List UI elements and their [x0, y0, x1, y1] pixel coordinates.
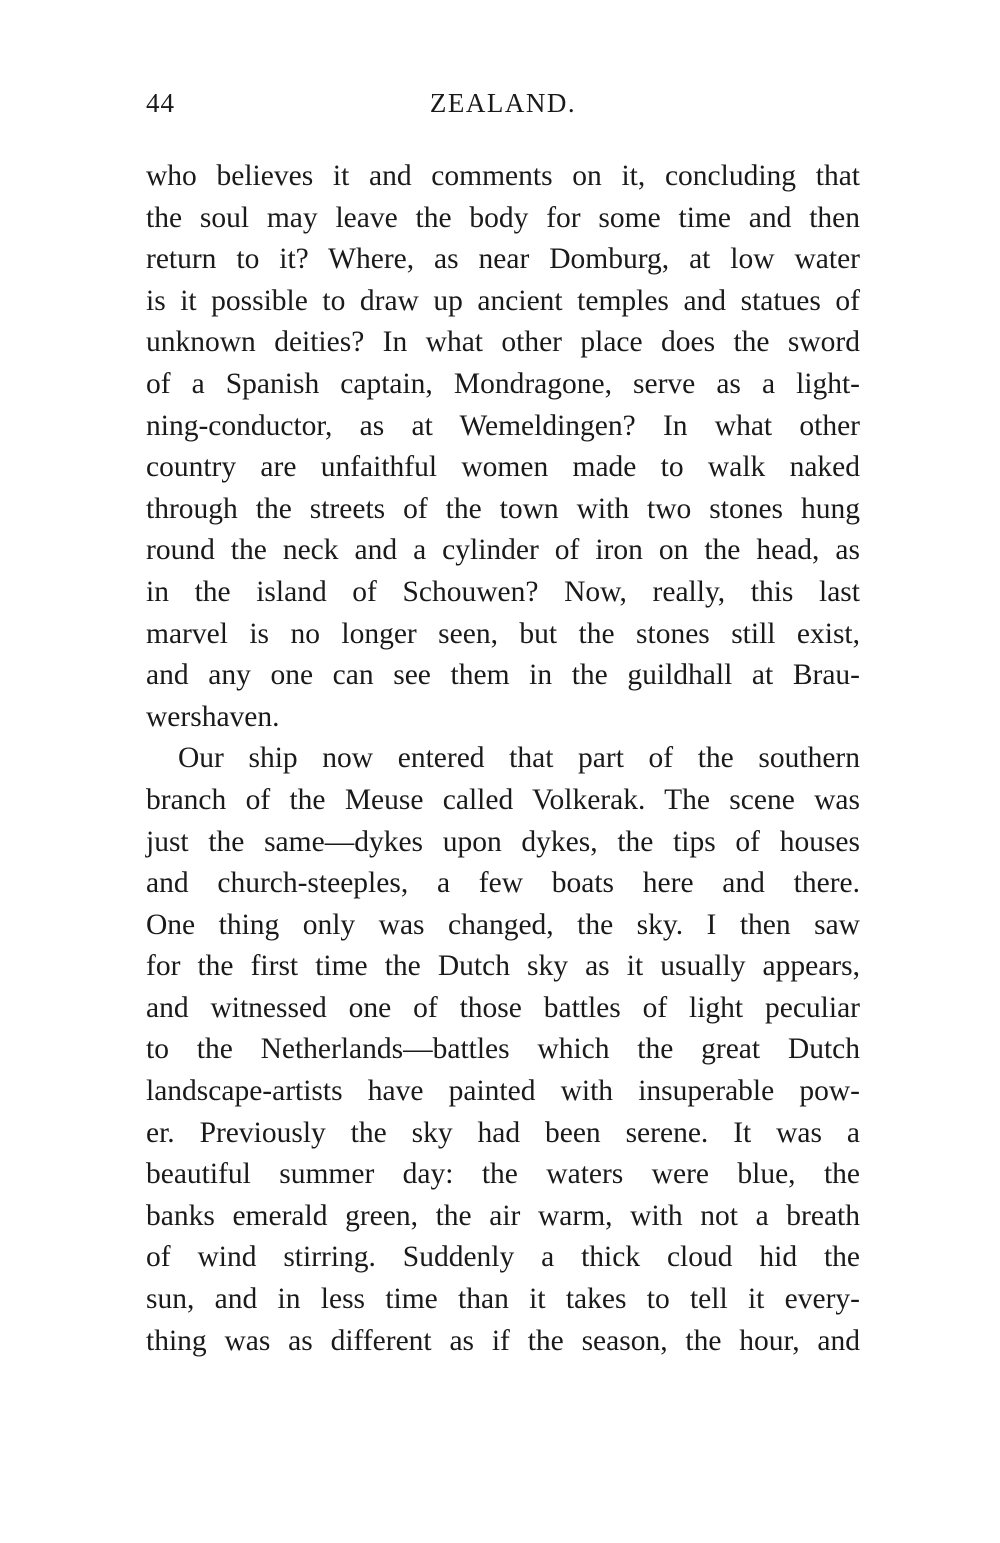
text-line: landscape-artists have painted with insuperable pow- — [146, 1075, 860, 1108]
running-head — [146, 88, 860, 128]
text-line: er. Previously the sky had been serene. It was a — [146, 1116, 860, 1149]
text-line: of a Spanish captain, Mondragone, serve as a light- — [146, 367, 860, 400]
text-line: One thing only was changed, the sky. I then saw — [146, 908, 860, 941]
text-line: country are unfaithful women made to walk naked — [146, 451, 860, 484]
paragraph-1 — [146, 156, 860, 738]
text-line: and church-steeples, a few boats here and there. — [146, 867, 860, 900]
text-line: for the first time the Dutch sky as it usually appears, — [146, 950, 860, 983]
text-line: unknown deities? In what other place does the sword — [146, 326, 860, 359]
body-text — [146, 156, 860, 1362]
text-line: return to it? Where, as near Domburg, at low water — [146, 243, 860, 276]
page-number: 44 — [146, 88, 175, 118]
text-line: sun, and in less time than it takes to tell it every- — [146, 1283, 860, 1316]
paragraph-2 — [146, 738, 860, 1362]
text-line: and witnessed one of those battles of light peculiar — [146, 991, 860, 1024]
text-line: Our ship now entered that part of the southern — [178, 742, 860, 775]
text-line: who believes it and comments on it, concluding that — [146, 160, 860, 192]
text-line: round the neck and a cylinder of iron on the head, as — [146, 534, 860, 567]
text-line: thing was as different as if the season, the hour, and — [146, 1324, 860, 1357]
text-line: of wind stirring. Suddenly a thick cloud hid the — [146, 1241, 860, 1274]
text-line: marvel is no longer seen, but the stones still exist, — [146, 617, 860, 650]
text-line: wershaven. — [146, 700, 280, 733]
text-line: the soul may leave the body for some time and then — [146, 201, 860, 234]
text-line: beautiful summer day: the waters were blue, the — [146, 1158, 860, 1191]
running-title: ZEALAND. — [429, 88, 577, 118]
text-line: through the streets of the town with two stones hung — [146, 492, 860, 525]
text-line: and any one can see them in the guildhall at Brau- — [146, 659, 860, 692]
text-line: in the island of Schouwen? Now, really, this last — [146, 575, 860, 608]
text-line: ning-conductor, as at Wemeldingen? In what other — [146, 409, 860, 442]
text-line: just the same—dykes upon dykes, the tips of houses — [146, 825, 860, 858]
text-line: branch of the Meuse called Volkerak. The scene was — [146, 783, 860, 816]
text-line: to the Netherlands—battles which the great Dutch — [146, 1033, 860, 1066]
text-line: banks emerald green, the air warm, with not a breath — [146, 1199, 860, 1232]
text-line: is it possible to draw up ancient temples and statues of — [146, 284, 860, 317]
